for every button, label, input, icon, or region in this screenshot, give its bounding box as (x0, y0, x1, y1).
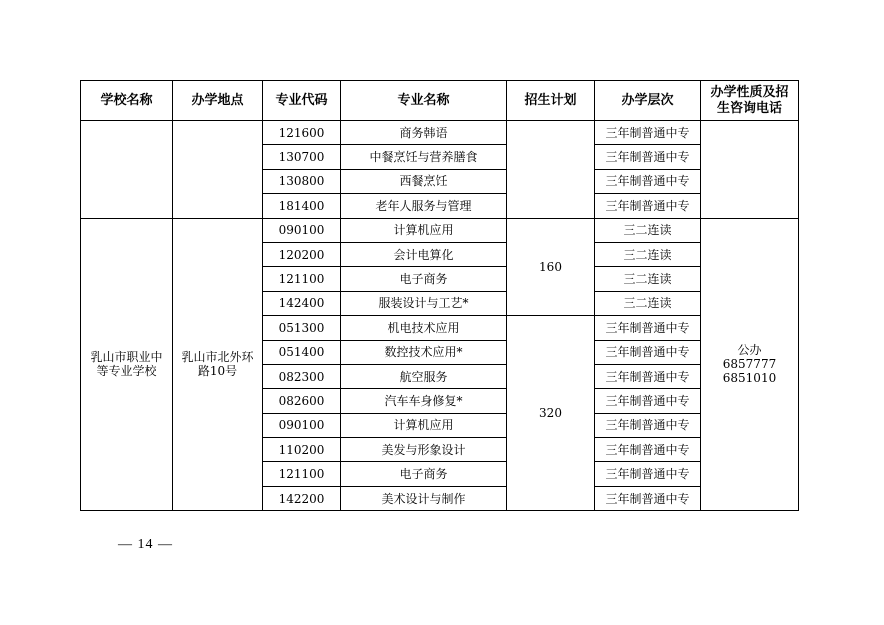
major-cell: 西餐烹饪 (341, 169, 507, 193)
level-cell: 三年制普通中专 (595, 413, 701, 437)
code-cell: 130800 (263, 169, 341, 193)
school-location: 乳山市北外环路10号 (181, 350, 254, 379)
phone-2: 6851010 (722, 371, 777, 386)
level-cell: 三二连读 (595, 218, 701, 242)
level-cell: 三二连读 (595, 267, 701, 291)
level-cell: 三年制普通中专 (595, 486, 701, 510)
major-cell: 电子商务 (341, 267, 507, 291)
level-cell: 三年制普通中专 (595, 121, 701, 145)
code-cell: 142200 (263, 486, 341, 510)
level-cell: 三年制普通中专 (595, 169, 701, 193)
header-plan: 招生计划 (507, 81, 595, 121)
plan-cell: 320 (507, 316, 595, 511)
code-cell: 090100 (263, 218, 341, 242)
major-cell: 美发与形象设计 (341, 438, 507, 462)
major-cell: 机电技术应用 (341, 316, 507, 340)
major-cell: 中餐烹饪与营养膳食 (341, 145, 507, 169)
code-cell: 130700 (263, 145, 341, 169)
header-school: 学校名称 (81, 81, 173, 121)
major-cell: 数控技术应用* (341, 340, 507, 364)
code-cell: 121100 (263, 267, 341, 291)
level-cell: 三年制普通中专 (595, 389, 701, 413)
code-cell: 120200 (263, 242, 341, 266)
code-cell: 142400 (263, 291, 341, 315)
school-name-cell (81, 218, 173, 511)
school-cell-empty (81, 121, 173, 219)
code-cell: 110200 (263, 438, 341, 462)
major-cell: 老年人服务与管理 (341, 194, 507, 218)
major-cell: 计算机应用 (341, 413, 507, 437)
location-cell (173, 218, 263, 511)
page-number: — 14 — (118, 537, 173, 552)
header-row (81, 81, 799, 121)
code-cell: 181400 (263, 194, 341, 218)
major-cell: 美术设计与制作 (341, 486, 507, 510)
header-nature-phone: 办学性质及招生咨询电话 (701, 81, 799, 121)
level-cell: 三二连读 (595, 291, 701, 315)
level-cell: 三二连读 (595, 242, 701, 266)
major-cell: 会计电算化 (341, 242, 507, 266)
school-name: 乳山市职业中等专业学校 (90, 350, 163, 379)
major-cell: 电子商务 (341, 462, 507, 486)
plan-cell: 160 (507, 218, 595, 316)
table-row (81, 218, 799, 242)
code-cell: 082300 (263, 364, 341, 388)
nature-cell-empty (701, 121, 799, 219)
phone-1: 6857777 (722, 357, 777, 372)
location-cell-empty (173, 121, 263, 219)
level-cell: 三年制普通中专 (595, 438, 701, 462)
nature-phone-cell (701, 218, 799, 511)
major-cell: 服装设计与工艺* (341, 291, 507, 315)
code-cell: 090100 (263, 413, 341, 437)
level-cell: 三年制普通中专 (595, 462, 701, 486)
major-cell: 商务韩语 (341, 121, 507, 145)
header-location: 办学地点 (173, 81, 263, 121)
level-cell: 三年制普通中专 (595, 194, 701, 218)
header-major: 专业名称 (341, 81, 507, 121)
enrollment-table (80, 80, 799, 511)
table-row (81, 121, 799, 145)
header-code: 专业代码 (263, 81, 341, 121)
code-cell: 051300 (263, 316, 341, 340)
header-level: 办学层次 (595, 81, 701, 121)
school-nature: 公办 (737, 343, 762, 358)
level-cell: 三年制普通中专 (595, 316, 701, 340)
major-cell: 航空服务 (341, 364, 507, 388)
major-cell: 计算机应用 (341, 218, 507, 242)
code-cell: 121600 (263, 121, 341, 145)
level-cell: 三年制普通中专 (595, 364, 701, 388)
plan-cell-empty (507, 121, 595, 219)
level-cell: 三年制普通中专 (595, 340, 701, 364)
level-cell: 三年制普通中专 (595, 145, 701, 169)
code-cell: 051400 (263, 340, 341, 364)
code-cell: 121100 (263, 462, 341, 486)
code-cell: 082600 (263, 389, 341, 413)
major-cell: 汽车车身修复* (341, 389, 507, 413)
